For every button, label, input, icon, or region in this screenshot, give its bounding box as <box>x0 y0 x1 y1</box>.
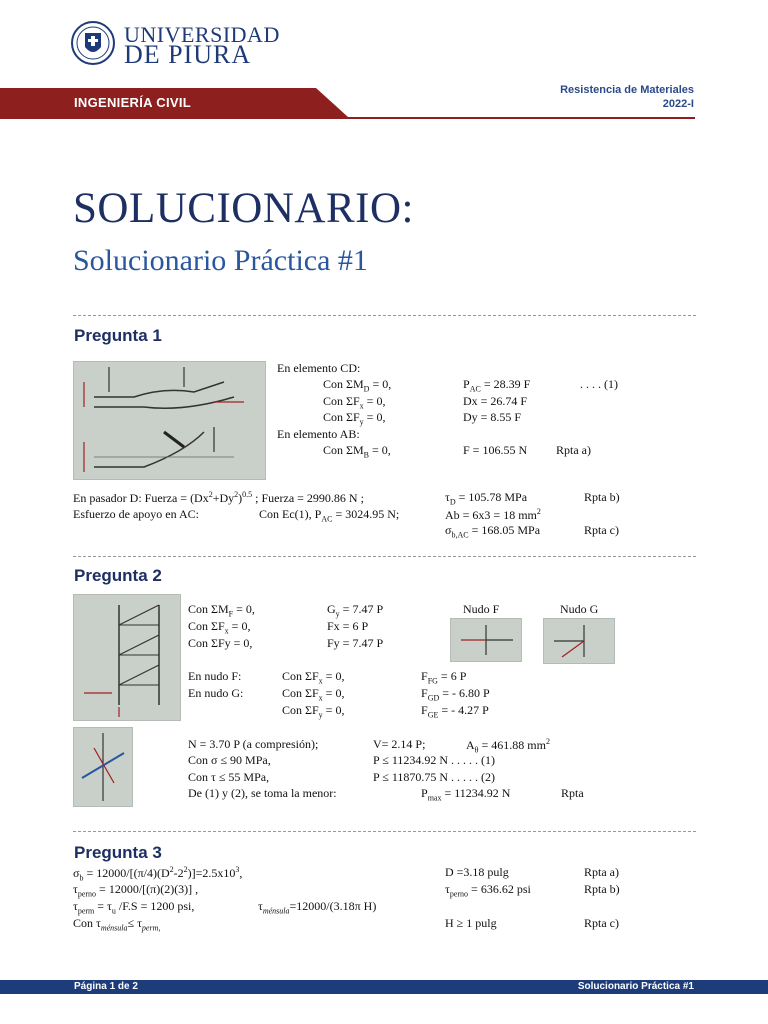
q2-ng-fx-sub: x <box>318 693 323 703</box>
q2-fy-result: Fy = 7.47 P <box>327 636 384 650</box>
q1-dx-result: Dx = 26.74 F <box>463 394 528 408</box>
q1-pac-sub: AC <box>469 384 481 394</box>
q2-mf-eq: = 0, <box>233 602 255 616</box>
q1-sum-moment-b <box>323 443 391 459</box>
q2-joint-g-label: En nudo G: <box>188 686 244 700</box>
q2-fge-val: = - 4.27 P <box>438 703 489 717</box>
q3-tau-bolt-equation <box>73 882 198 898</box>
q2-ng-fy-label: Con ΣF <box>282 703 319 717</box>
question-3-heading: Pregunta 3 <box>74 843 162 862</box>
section-divider <box>73 556 696 557</box>
q1-sigma-result <box>445 523 540 539</box>
q3-l4-a: Con τ <box>73 916 101 930</box>
question-1-sketch-image <box>73 361 266 480</box>
q1-mb-sub: B <box>363 450 370 460</box>
footer-document-title: Solucionario Práctica #1 <box>577 981 694 992</box>
q3-l1-sup2: 2 <box>183 865 188 874</box>
q3-tau-bolt-result <box>445 882 531 898</box>
q1-pasador-mid: +Dy <box>212 491 235 505</box>
q3-l1-a: σ <box>73 866 80 880</box>
q1-ab-area <box>445 507 541 523</box>
q2-gy-result <box>327 602 383 618</box>
q1-element-ab-label: En elemento AB: <box>277 427 360 441</box>
q2-answer: Rpta <box>561 786 584 800</box>
q1-fx-label: Con ΣF <box>323 394 360 408</box>
q2-nf-fx-label: Con ΣF <box>282 669 319 683</box>
q2-a-sub: θ <box>474 745 479 755</box>
q2-tau-condition: Con τ ≤ 55 MPa, <box>188 770 270 784</box>
q1-fy-sub: y <box>359 417 364 427</box>
section-divider <box>73 831 696 832</box>
q1-sum-fy <box>323 410 385 426</box>
q3-sigma-equation <box>73 865 242 882</box>
q3-l1-d: )]=2.5x10 <box>187 866 236 880</box>
question-2-heading: Pregunta 2 <box>74 566 162 585</box>
q2-sum-fy: Con ΣFy = 0, <box>188 636 253 650</box>
q2-ng-fx-eq: = 0, <box>322 686 345 700</box>
page-title: SOLUCIONARIO: <box>73 185 414 232</box>
q2-fx-label: Con ΣF <box>188 619 225 633</box>
q3-l3-d: τ <box>258 899 263 913</box>
q3-l1-e: , <box>239 866 243 880</box>
q3-tau-bracket-equation <box>258 899 376 915</box>
q2-fgd-result <box>421 686 490 702</box>
q2-ffg-result <box>421 669 466 685</box>
q2-fge-sub: GE <box>427 710 439 720</box>
q3-l3-sub2: u <box>111 906 116 916</box>
university-name-line2: DE PIURA <box>124 40 252 69</box>
faculty-label: INGENIERÍA CIVIL <box>74 95 191 110</box>
q2-fx-sub: x <box>224 626 229 636</box>
q3-l2-a: τ <box>73 882 78 896</box>
q3-tau-perm-equation <box>73 899 194 915</box>
q1-pasador-text: En pasador D: Fuerza = (Dx <box>73 491 209 505</box>
q2-pmax-label: P <box>421 786 428 800</box>
q2-fx-eq: = 0, <box>228 619 251 633</box>
q1-pasador-sup2: 2 <box>234 490 239 499</box>
course-name: Resistencia de Materiales <box>560 84 694 96</box>
q1-pac-label: P <box>463 377 470 391</box>
header-rule <box>0 117 695 119</box>
q2-sum-fx <box>188 619 250 635</box>
q1-ec1-val: = 3024.95 N; <box>332 507 400 521</box>
q2-joint-g-fx <box>282 686 344 702</box>
q1-fy-eq: = 0, <box>363 410 386 424</box>
page-subtitle: Solucionario Práctica #1 <box>73 244 368 277</box>
q2-ng-fx-label: Con ΣF <box>282 686 319 700</box>
q1-pasador-sup3: 0.5 <box>242 490 253 499</box>
q3-l3-b: = τ <box>94 899 112 913</box>
q3-l3-a: τ <box>73 899 78 913</box>
q2-ffg-label: F <box>421 669 428 683</box>
q2-p1-result: P ≤ 11234.92 N . . . . . (1) <box>373 753 496 767</box>
question-1-heading: Pregunta 1 <box>74 326 162 345</box>
q1-element-cd-label: En elemento CD: <box>277 361 361 375</box>
q1-pac-ref: . . . . (1) <box>580 377 618 391</box>
q1-pac-result <box>463 377 530 393</box>
q3-h-result: H ≥ 1 pulg <box>445 916 497 930</box>
q1-mb-label: Con ΣM <box>323 443 364 457</box>
q1-sigma-label: σ <box>445 523 452 537</box>
q2-fx-result: Fx = 6 P <box>327 619 369 633</box>
q3-tp-val: = 636.62 psi <box>468 882 531 896</box>
q1-ab-val: Ab = 6x3 = 18 mm <box>445 508 537 522</box>
q1-mc-label: Con ΣM <box>323 377 364 391</box>
q1-sigma-val: = 168.05 MPa <box>468 523 541 537</box>
q3-tp-sub: perno <box>449 889 469 899</box>
q2-joint-g-fy <box>282 703 344 719</box>
q2-mf-sub: F <box>228 609 234 619</box>
q1-ec1-sub: AC <box>321 514 333 524</box>
q3-l4-sub1: ménsula <box>100 923 128 933</box>
q3-l3-sub1: perm <box>77 906 95 916</box>
q3-l3-sub3: ménsula <box>262 906 290 916</box>
q1-answer-a: Rpta a) <box>556 443 591 457</box>
q2-area-theta <box>466 737 550 754</box>
q2-sum-moment-f <box>188 602 255 618</box>
q1-pin-force-line <box>73 490 364 506</box>
q2-nudo-g-title: Nudo G <box>560 602 599 616</box>
q1-tau-d-result <box>445 490 527 506</box>
university-seal-icon <box>70 17 116 73</box>
q1-pasador-force: ; Fuerza = 2990.86 N ; <box>252 491 364 505</box>
q2-section-cut-image <box>73 727 133 807</box>
q2-a-label: A <box>466 738 475 752</box>
q2-nf-fx-eq: = 0, <box>322 669 345 683</box>
q1-fx-eq: = 0, <box>363 394 386 408</box>
q3-l1-c: -2 <box>173 866 184 880</box>
q2-joint-f-label: En nudo F: <box>188 669 242 683</box>
q2-mf-label: Con ΣM <box>188 602 229 616</box>
q1-ab-sup: 2 <box>536 507 541 516</box>
q1-pac-val: = 28.39 F <box>480 377 531 391</box>
q1-mb-eq: = 0, <box>369 443 391 457</box>
q1-pasador-sup1: 2 <box>208 490 213 499</box>
q3-l1-sup3: 3 <box>235 865 240 874</box>
question-2-truss-image <box>73 594 181 721</box>
q2-pmax-val: = 11234.92 N <box>441 786 511 800</box>
q2-pmax-result <box>421 786 510 802</box>
q2-a-val: = 461.88 mm <box>478 738 546 752</box>
section-divider <box>73 315 696 316</box>
q1-mc-eq: = 0, <box>369 377 392 391</box>
q3-tp-a: τ <box>445 882 450 896</box>
q2-ng-fy-eq: = 0, <box>322 703 345 717</box>
q1-ec1-line <box>259 507 399 523</box>
q1-tau-d-label: τ <box>445 490 450 504</box>
q2-choose-min: De (1) y (2), se toma la menor: <box>188 786 337 800</box>
footer-page-number: Página 1 de 2 <box>74 981 138 992</box>
q2-pmax-sub: max <box>427 793 442 803</box>
q1-sum-moment-d <box>323 377 391 393</box>
q3-l2-sub: perno <box>77 889 97 899</box>
q3-l3-c: /F.S = 1200 psi, <box>115 899 195 913</box>
q2-nf-fx-sub: x <box>318 676 323 686</box>
q2-nudo-f-image <box>450 618 522 662</box>
q2-fge-result <box>421 703 489 719</box>
q3-l4-b: ≤ τ <box>127 916 142 930</box>
q1-tau-d-val: = 105.78 MPa <box>455 490 528 504</box>
q2-fgd-sub: GD <box>427 693 440 703</box>
q3-l2-b: = 12000/[(π)(2)(3)] , <box>96 882 199 896</box>
q3-l1-sub: b <box>79 873 84 883</box>
q2-nudo-g-image <box>543 618 615 664</box>
q1-sum-fx <box>323 394 385 410</box>
q3-l4-sub2: perm, <box>141 923 161 933</box>
q2-joint-f-fx <box>282 669 344 685</box>
q2-shear-force: V= 2.14 P; <box>373 737 426 751</box>
q2-ng-fy-sub: y <box>318 710 323 720</box>
q1-tau-d-sub: D <box>449 497 456 507</box>
q2-a-sup: 2 <box>545 737 550 746</box>
course-term: 2022-I <box>662 98 694 110</box>
q2-ffg-sub: FG <box>427 676 438 686</box>
q2-p2-result: P ≤ 11870.75 N . . . . . (2) <box>373 770 496 784</box>
q1-bearing-label: Esfuerzo de apoyo en AC: <box>73 507 199 521</box>
q2-fge-label: F <box>421 703 428 717</box>
university-name-line1: UNIVERSIDAD <box>124 22 280 47</box>
q3-d-result: D =3.18 pulg <box>445 865 509 879</box>
q3-l3-e: =12000/(3.18π H) <box>289 899 377 913</box>
q1-ec1-label: Con Ec(1), P <box>259 507 322 521</box>
q2-sigma-condition: Con σ ≤ 90 MPa, <box>188 753 271 767</box>
q2-fgd-label: F <box>421 686 428 700</box>
q1-fx-sub: x <box>359 401 364 411</box>
q3-condition <box>73 916 160 932</box>
q1-answer-b: Rpta b) <box>584 490 620 504</box>
q2-gy-sub: y <box>335 609 340 619</box>
q2-fgd-val: = - 6.80 P <box>439 686 490 700</box>
q3-l1-b: = 12000/[(π/4)(D <box>83 866 170 880</box>
q1-dy-result: Dy = 8.55 F <box>463 410 522 424</box>
q1-fy-label: Con ΣF <box>323 410 360 424</box>
q3-answer-b: Rpta b) <box>584 882 620 896</box>
q2-gy-label: G <box>327 602 336 616</box>
q1-pasador-end: ) <box>238 491 243 505</box>
q2-ffg-val: = 6 P <box>437 669 467 683</box>
q1-sigma-sub: b,AC <box>451 530 469 540</box>
q1-f-result: F = 106.55 N <box>463 443 528 457</box>
q3-answer-c: Rpta c) <box>584 916 619 930</box>
q3-l1-sup1: 2 <box>169 865 174 874</box>
q2-normal-force: N = 3.70 P (a compresión); <box>188 737 319 751</box>
q1-answer-c: Rpta c) <box>584 523 619 537</box>
q1-mc-sub: D <box>363 384 370 394</box>
q3-answer-a: Rpta a) <box>584 865 619 879</box>
q2-nudo-f-title: Nudo F <box>463 602 500 616</box>
q2-gy-val: = 7.47 P <box>339 602 384 616</box>
